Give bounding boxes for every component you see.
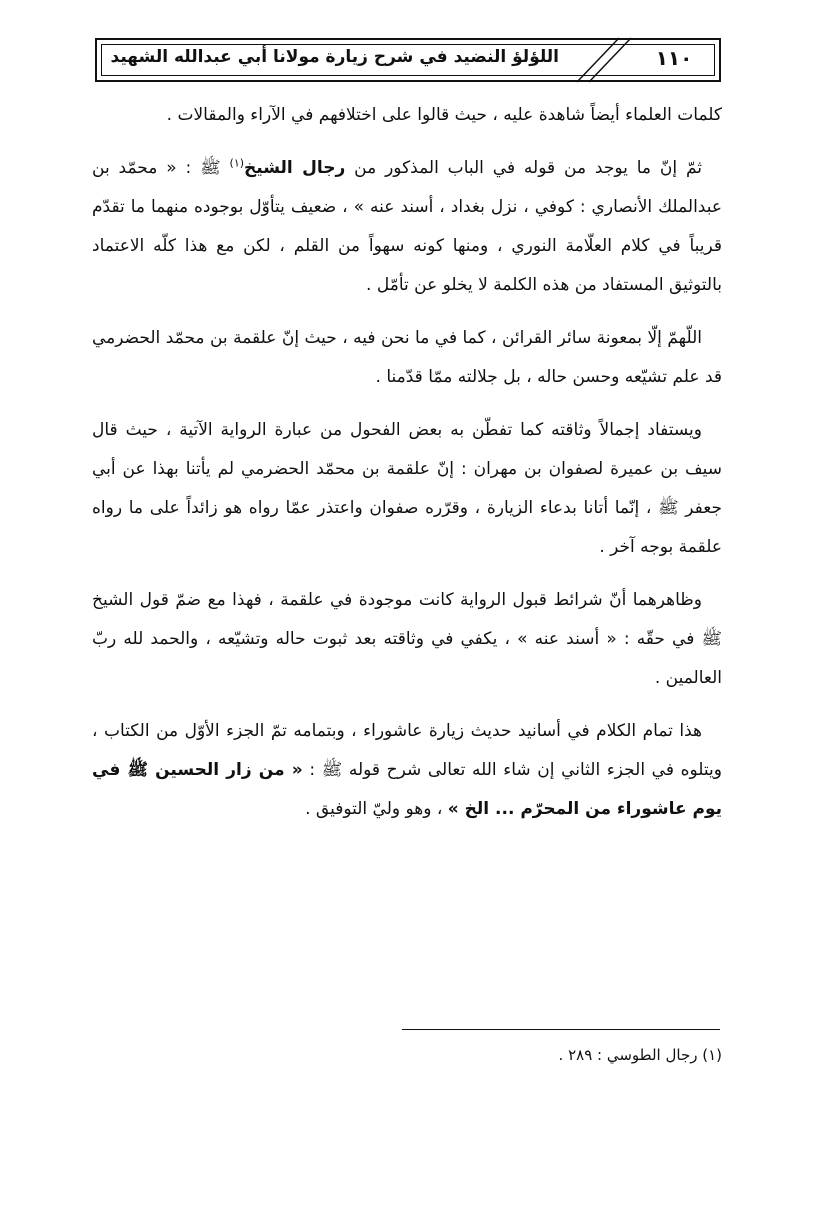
bold-book-title: رجال الشيخ bbox=[244, 158, 346, 178]
paragraph-3: اللّهمّ إلّا بمعونة سائر القرائن ، كما في ما نحن فيه ، حيث إنّ علقمة بن محمّد الحضرمي قد علم تشيّعه وحسن حاله ، بل جلالته ممّا قدّمنا . bbox=[92, 328, 722, 387]
paragraph-1: كلمات العلماء أيضاً شاهدة عليه ، حيث قالوا على اختلافهم في الآراء والمقالات . bbox=[166, 105, 722, 125]
paragraph-5: وظاهرهما أنّ شرائط قبول الرواية كانت موجودة في علقمة ، فهذا مع ضمّ قول الشيخ ﷺ في حقّه : « أسند عنه » ، يكفي في وثاقته بعد ثبوت حاله وتشيّعه ، والحمد لله ربّ العالمين . bbox=[92, 590, 722, 688]
header-divider-slashes bbox=[567, 36, 639, 84]
paragraph-2 bbox=[92, 149, 722, 305]
paragraph-6-part-b: ، وهو وليّ التوفيق . bbox=[305, 799, 448, 819]
paragraph-2-part-b: ﷺ : « محمّد بن عبدالملك الأنصاري : كوفي ، نزل بغداد ، أسند عنه » ، ضعيف يتأوّل بوجوده منهما ما تقدّم قريباً في كلام العلّامة النوري ، ومنها كونه سهواً من القلم ، لكن مع هذا كلّه الاعتماد بالتوثيق المستفاد من هذه الكلمة لا يخلو عن تأمّل . bbox=[92, 158, 722, 295]
bold-quotation: « من زار الحسين ﷺ في يوم عاشوراء من المحرّم ... الخ » bbox=[92, 760, 722, 819]
paragraph-2-part-a: ثمّ إنّ ما يوجد من قوله في الباب المذكور من bbox=[345, 158, 703, 178]
footnote-marker: (١) bbox=[229, 156, 245, 170]
page-header bbox=[95, 38, 721, 82]
paragraph-4: ويستفاد إجمالاً وثاقته كما تفطّن به بعض الفحول من عبارة الرواية الآتية ، حيث قال سيف بن عميرة لصفوان بن مهران : إنّ علقمة بن محمّد الحضرمي لم يأتنا بهذا عن أبي جعفر ﷺ ، إنّما أتانا بدعاء الزيارة ، وقرّره صفوان واعتذر عمّا رواه هو زائداً على ما رواه علقمة بوجه آخر . bbox=[92, 420, 722, 557]
paragraph-6-part-a: هذا تمام الكلام في أسانيد حديث زيارة عاشوراء ، وبتمامه تمّ الجزء الأوّل من الكتاب ، ويتلوه في الجزء الثاني إن شاء الله تعالى شرح قوله ﷺ : bbox=[92, 721, 722, 780]
paragraph-6 bbox=[92, 712, 722, 829]
main-text bbox=[92, 96, 722, 843]
running-title: اللؤلؤ النضيد في شرح زيارة مولانا أبي عبدالله الشهيد bbox=[110, 47, 559, 67]
footnote: (١) رجال الطوسي : ٢٨٩ . bbox=[558, 1046, 722, 1064]
footnote-separator bbox=[402, 1029, 720, 1030]
page-number: ١١٠ bbox=[655, 46, 693, 70]
